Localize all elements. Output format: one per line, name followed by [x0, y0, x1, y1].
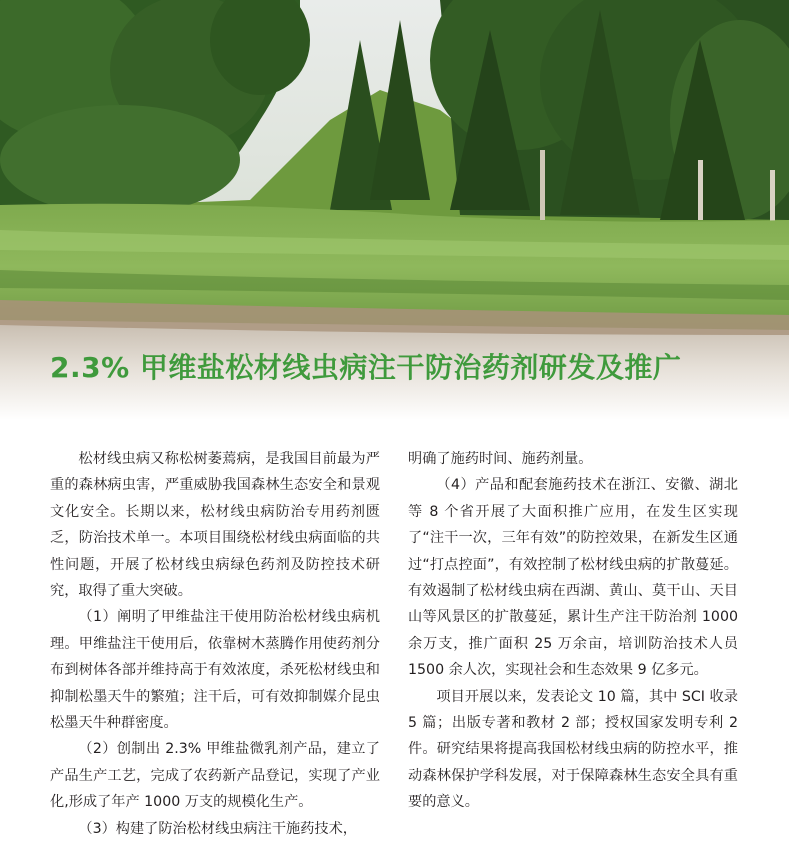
right-column: [408, 446, 738, 816]
finding-3-continuation: 明确了施药时间、施药剂量。: [408, 451, 593, 467]
left-column: [50, 446, 380, 842]
intro-paragraph: 松材线虫病又称松树萎蔫病，是我国目前最为严重的森林病虫害，严重威胁我国森林生态安全和景观文化安全。长期以来，松材线虫病防治专用药剂匮乏，防治技术单一。本项目围绕松材线虫病面临的共性问题，开展了松材线虫病绿色药剂及防控技术研究，取得了重大突破。: [50, 451, 380, 600]
finding-2-paragraph: （2）创制出 2.3% 甲维盐微乳剂产品，建立了产品生产工艺，完成了农药新产品登记，实现了产业化,形成了年产 1000 万支的规模化生产。: [50, 741, 380, 811]
finding-3-paragraph: （3）构建了防治松材线虫病注干施药技术，: [78, 820, 357, 837]
finding-4-paragraph: （4）产品和配套施药技术在浙江、安徽、湖北等 8 个省开展了大面积推广应用，在发生区实现了“注干一次，三年有效”的防控效果，在新发生区通过“打点控面”，有效控制了松材线虫病的扩散蔓延。有效遏制了松材线虫病在西湖、黄山、莫干山、天目山等风景区的扩散蔓延，累计生产注干防治剂 1000 余万支，推广面积 25 万余亩，培训防治技术人员 1500 余人次，实现社会和生态效果 9 亿多元。: [408, 477, 738, 679]
outcomes-paragraph: 项目开展以来，发表论文 10 篇，其中 SCI 收录 5 篇；出版专著和教材 2 部；授权国家发明专利 2 件。研究结果将提高我国松材线虫病的防控水平，推动森林保护学科发展，对于保障森林生态安全具有重要的意义。: [408, 688, 738, 811]
article-title: 2.3% 甲维盐松材线虫病注干防治药剂研发及推广: [50, 351, 682, 384]
finding-1-paragraph: （1）阐明了甲维盐注干使用防治松材线虫病机理。甲维盐注干使用后，依靠树木蒸腾作用使药剂分布到树体各部并维持高于有效浓度，杀死松材线虫和抑制松墨天牛的繁殖；注干后，可有效抑制媒介昆虫松墨天牛种群密度。: [50, 609, 380, 732]
